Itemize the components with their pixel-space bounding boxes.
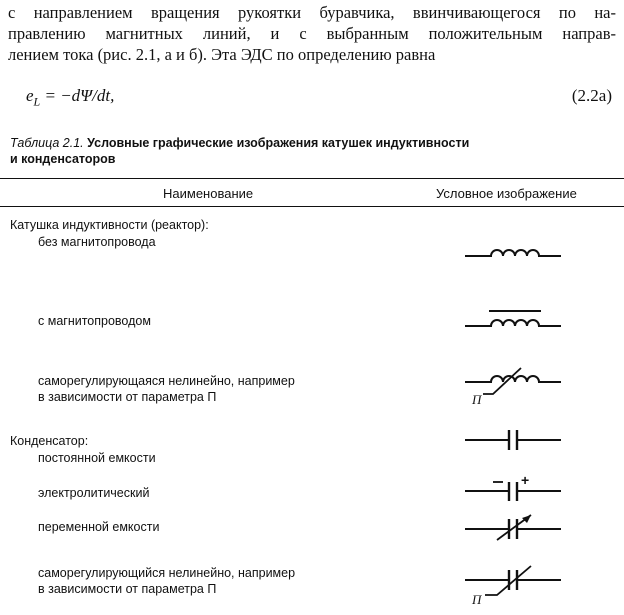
capacitor-icon (463, 428, 563, 452)
table-row-text: без магнитопровода (38, 235, 156, 249)
paragraph-line: лением тока (рис. 2.1, а и б). Эта ЭДС по определению равна (8, 45, 436, 64)
column-header-name: Наименование (163, 186, 254, 201)
table-caption (10, 135, 610, 167)
table-row-text: электролитический (38, 486, 150, 500)
symbol-parameter-label: П (472, 392, 482, 407)
electrolytic-capacitor-icon (463, 472, 563, 503)
formula-subscript: L (33, 94, 41, 109)
table-title-line1: Условные графические изображения катушек индуктивности (87, 136, 470, 150)
nonlinear-inductor-icon (463, 366, 573, 406)
paragraph-line: с направлением вращения рукоятки буравчика, ввинчивающегося по на- (8, 3, 616, 22)
table-row-text: постоянной емкости (38, 451, 156, 465)
table-row-text: переменной емкости (38, 520, 160, 534)
table-row-text-line1: саморегулирующаяся нелинейно, например (38, 374, 295, 388)
table-row-group-heading: Конденсатор: (10, 434, 89, 448)
plus-sign-label: + (521, 472, 530, 488)
paragraph-line: правлению магнитных линий, и с выбранным положительным направ- (8, 24, 616, 43)
table-row-text-line2: в зависимости от параметра П (38, 390, 217, 404)
inductor-core-icon (463, 306, 563, 332)
symbol-parameter-label: П (472, 592, 482, 607)
formula-variable: e (26, 86, 34, 105)
formula-rhs: = −dΨ/dt, (40, 86, 115, 105)
inductor-icon (463, 238, 563, 262)
table-row-text-line1: саморегулирующийся нелинейно, например (38, 566, 296, 580)
table-top-rule (0, 178, 624, 179)
equation-number: (2.2а) (571, 86, 612, 105)
table-label: Таблица 2.1. (10, 136, 84, 150)
table-row-text: с магнитопроводом (38, 314, 151, 328)
nonlinear-capacitor-icon (463, 563, 573, 605)
formula (26, 86, 114, 109)
column-header-symbol: Условное изображение (436, 186, 577, 201)
body-paragraph (8, 2, 616, 65)
table-row-text-line2: в зависимости от параметра П (38, 582, 217, 596)
table-header-rule (0, 206, 624, 207)
table-title-line2: и конденсаторов (10, 152, 116, 166)
table-row-group-heading: Катушка индуктивности (реактор): (10, 218, 209, 232)
table-row-text (38, 565, 295, 597)
variable-capacitor-icon (463, 512, 563, 542)
table-row-text (38, 373, 295, 405)
